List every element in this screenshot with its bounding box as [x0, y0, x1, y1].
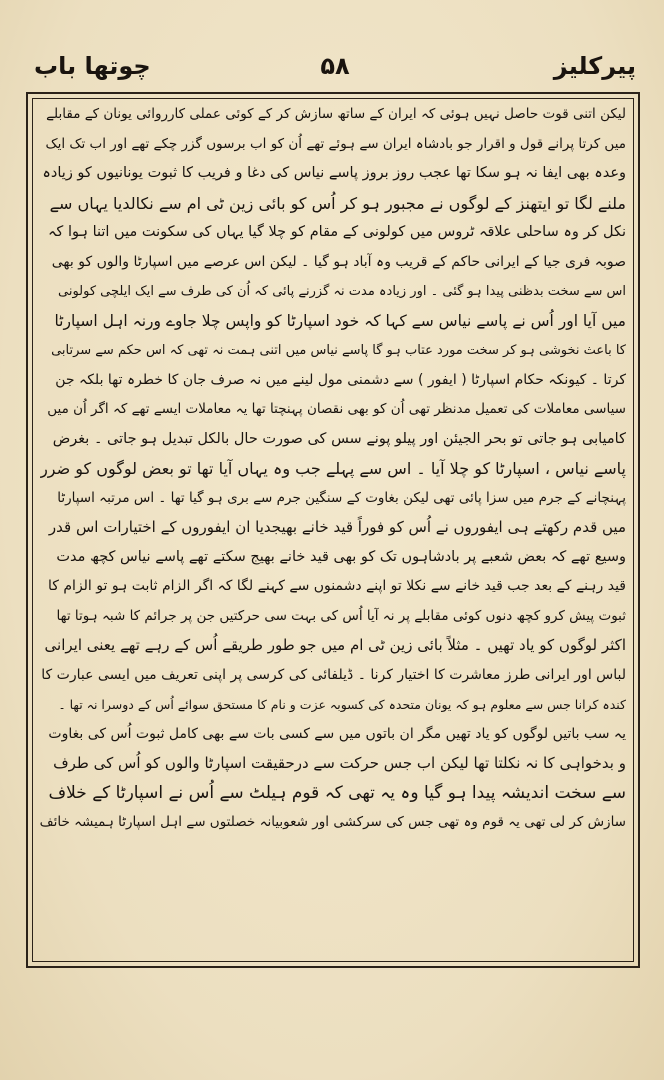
text-line: قید رہنے کے بعد جب قید خانے سے نکلا تو اپنے دشمنوں سے کہنے لگا کہ اگر الزام ثابت ہو تو الزام کا	[48, 578, 626, 594]
text-line: میں قدم رکھتے ہی ایفوروں نے اُس کو فوراً قید خانے بھیجدیا ان ایفوروں کے اختیارات اس قدر	[48, 518, 626, 536]
text-line: نکل کر وہ ساحلی علاقہ ٹروس میں کولونی کے مقام کو چلا گیا یہاں کی سکونت میں اتنا ہوا کہ	[47, 224, 626, 240]
text-line: پہنچانے کے جرم میں سزا پائی تھی لیکن بغاوت کے سنگین جرم سے بری ہو گیا تھا ۔ اس مرتبہ اسپارٹا	[57, 489, 626, 506]
text-line: اس سے سخت بدظنی پیدا ہو گئی ۔ اور زیادہ مدت نہ گزرنے پائی کہ اُن کی طرف سے ایک ایلچی کولونی	[58, 284, 626, 299]
text-line: پاسے نیاس ، اسپارٹا کو چلا آیا ۔ اس سے پہلے جب وہ یہاں آیا تھا تو بعض لوگوں کو ضرر	[40, 459, 626, 478]
text-line: یہ سب باتیں لوگوں کو یاد تھیں مگر ان باتوں میں سے کسی بات سے بھی کامل ثبوت اُس کی بغاوت	[48, 725, 626, 742]
text-line: صوبہ فری جیا کے ایرانی حاکم کے قریب وہ آباد ہو گیا ۔ لیکن اس عرصے میں اسپارٹا والوں کو بھی	[51, 253, 626, 270]
text-line: سازش کر لی تھی یہ قوم وہ تھی جس کی سرکشی اور شعوبیانہ خصلتوں سے اہل اسپارٹا ہمیشہ خائف	[40, 814, 626, 830]
book-title: پیرکلیز	[553, 52, 636, 80]
text-line: اکثر لوگوں کو یاد تھیں ۔ مثلاً بائی زین ٹی ام میں جو طور طریقے اُس کے رہے تھے یعنی ایرانی	[44, 636, 626, 654]
page-header	[30, 52, 640, 92]
text-line: میں آیا اور اُس نے پاسے نیاس سے کہا کہ خود اسپارٹا کو واپس چلا جاوے ورنہ اہل اسپارٹا	[54, 311, 626, 330]
text-line: لباس اور ایرانی طرز معاشرت کا اختیار کرنا ۔ ڈیلفائی کی کرسی پر اپنی تعریف میں ایسی عبارت کا	[41, 666, 626, 683]
text-line: سیاسی معاملات کی تعمیل مدنظر تھی اُن کو بھی نقصان پہنچتا تھا یہ معاملات ایسے تھے کہ اگر اُن میں	[47, 401, 626, 417]
text-line: کندہ کرانا جس سے معلوم ہو کہ یونان متحدہ کی کسوبہ عزت و نام کا مستحق سوائے اُس کے دوسرا نہ تھا ۔	[58, 697, 626, 712]
text-line: کامیابی ہو جاتی تو بحر الجیئن اور پیلو پونے سس کی صورت حال بالکل تبدیل ہو جاتی ۔ بغرض	[52, 430, 626, 447]
page-number: ۵۸	[320, 52, 350, 80]
text-line: لیکن اتنی قوت حاصل نہیں ہوئی کہ ایران کے ساتھ سازش کر کے کوئی عملی کارروائی یونان کے مقابلے	[46, 106, 626, 122]
text-line: وعدہ بھی ایفا نہ ہو سکا تھا عجب روز بروز پاسے نیاس کی دغا و فریب کا ثبوت یونانیوں کو زیادہ	[42, 165, 626, 181]
text-line: کرتا ۔ کیونکہ حکام اسپارٹا ( ایفور ) سے دشمنی مول لینے میں نہ صرف جان کا خطرہ تھا بلکہ جن	[55, 371, 626, 388]
text-line: وسیع تھے کہ بعض شعبے پر بادشاہوں تک کو بھی قید خانے بھیج سکتے تھے پاسے نیاس کچھ مدت	[56, 548, 626, 565]
text-line: ثبوت پیش کرو کچھ دنوں کوئی مقابلے پر نہ آیا اُس کی بہت سی حرکتیں جن پر جرائم کا شبہ ہوتا تھا	[56, 607, 626, 624]
text-line: سے سخت اندیشہ پیدا ہو گیا وہ یہ تھی کہ قوم ہیلٹ سے اُس نے اسپارٹا کے خلاف	[48, 782, 626, 803]
text-line: ملنے لگا تو ایتھنز کے لوگوں نے مجبور ہو کر اُس کو بائی زین ٹی ام سے نکالدیا یہاں سے	[49, 193, 626, 213]
chapter-title: چوتھا باب	[34, 52, 151, 80]
body-text	[40, 100, 626, 838]
text-line: و بدخواہی کا نہ نکلتا تھا لیکن اب جس حرکت سے درحقیقت اسپارٹا والوں کو اُس کی طرف	[53, 754, 626, 772]
text-frame	[26, 92, 640, 968]
text-line: کا باعث نخوشی ہو کر سخت مورد عتاب ہو گا پاسے نیاس میں اتنی ہمت نہ تھی کہ اس حکم سے سرتابی	[51, 343, 626, 358]
text-line: میں کرتا پرانے قول و اقرار جو بادشاہ ایران سے ہوئے تھے اُن کو اب برسوں گزر چکے تھے اور اب تک ایک	[45, 135, 626, 152]
